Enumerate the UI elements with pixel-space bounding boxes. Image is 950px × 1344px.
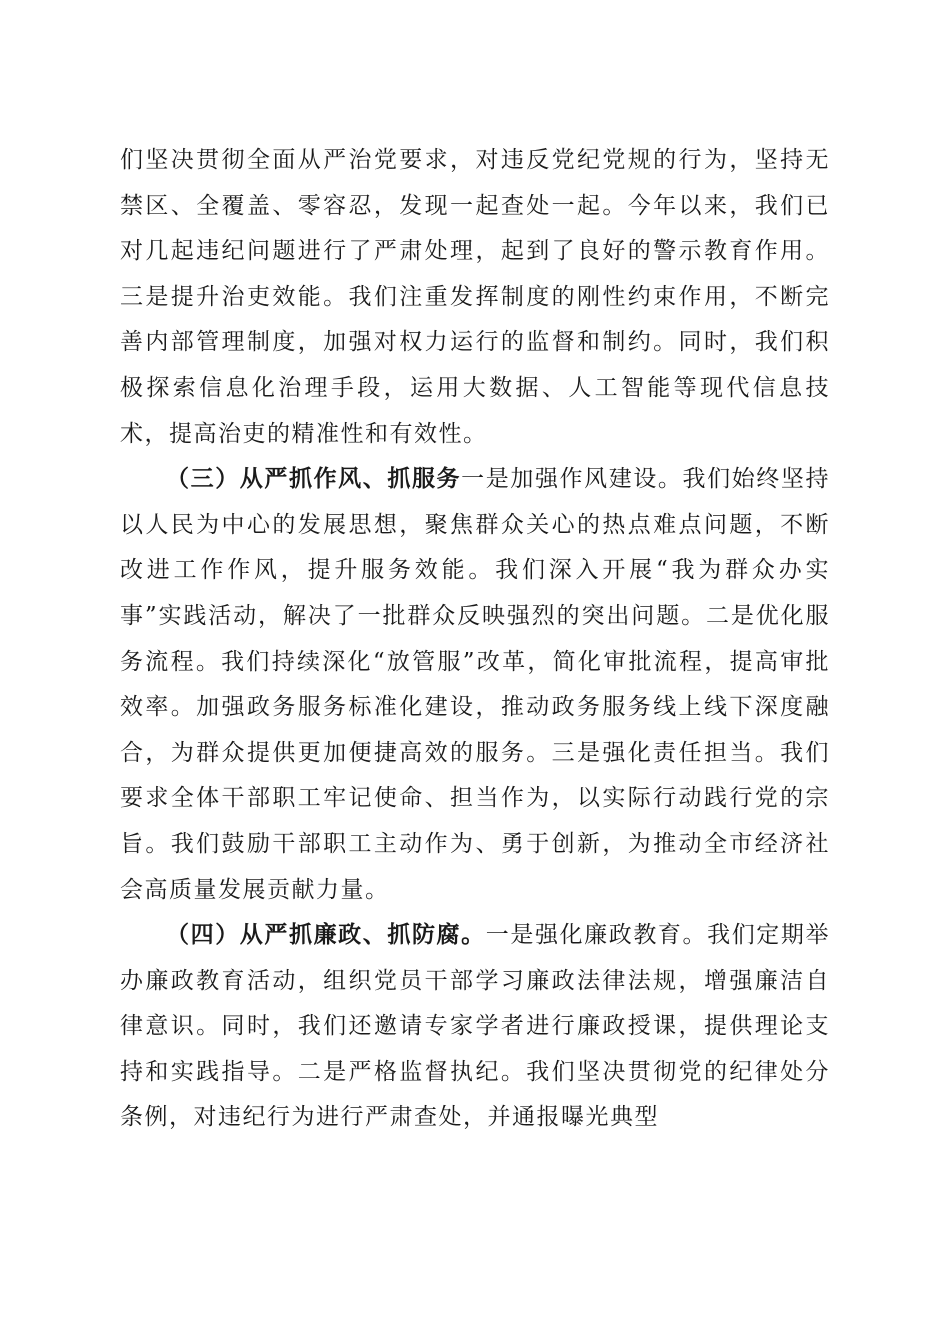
paragraph-section-4 bbox=[120, 913, 830, 1141]
paragraph-text: 一是加强作风建设。我们始终坚持以人民为中心的发展思想，聚焦群众关心的热点难点问题，不断改进工作作风，提升服务效能。我们深入开展“我为群众办实事”实践活动，解决了一批群众反映强烈的突出问题。二是优化服务流程。我们持续深化“放管服”改革，简化审批流程，提高审批效率。加强政务服务标准化建设，推动政务服务线上线下深度融合，为群众提供更加便捷高效的服务。三是强化责任担当。我们要求全体干部职工牢记使命、担当作为，以实际行动践行党的宗旨。我们鼓励干部职工主动作为、勇于创新，为推动全市经济社会高质量发展贡献力量。 bbox=[120, 466, 831, 903]
document-body bbox=[120, 138, 830, 1141]
section-heading-3: （三）从严抓作风、抓服务 bbox=[166, 466, 462, 493]
paragraph-text: 们坚决贯彻全面从严治党要求，对违反党纪党规的行为，坚持无禁区、全覆盖、零容忍，发现一起查处一起。今年以来，我们已对几起违纪问题进行了严肃处理，起到了良好的警示教育作用。三是提升治吏效能。我们注重发挥制度的刚性约束作用，不断完善内部管理制度，加强对权力运行的监督和制约。同时，我们积极探索信息化治理手段，运用大数据、人工智能等现代信息技术，提高治吏的精准性和有效性。 bbox=[120, 147, 830, 447]
paragraph-section-3 bbox=[120, 457, 830, 913]
paragraph-continued bbox=[120, 138, 830, 457]
paragraph-text: 一是强化廉政教育。我们定期举办廉政教育活动，组织党员干部学习廉政法律法规，增强廉洁自律意识。同时，我们还邀请专家学者进行廉政授课，提供理论支持和实践指导。二是严格监督执纪。我们坚决贯彻党的纪律处分条例，对违纪行为进行严肃查处，并通报曝光典型 bbox=[120, 922, 831, 1131]
section-heading-4: （四）从严抓廉政、抓防腐。 bbox=[166, 922, 486, 949]
